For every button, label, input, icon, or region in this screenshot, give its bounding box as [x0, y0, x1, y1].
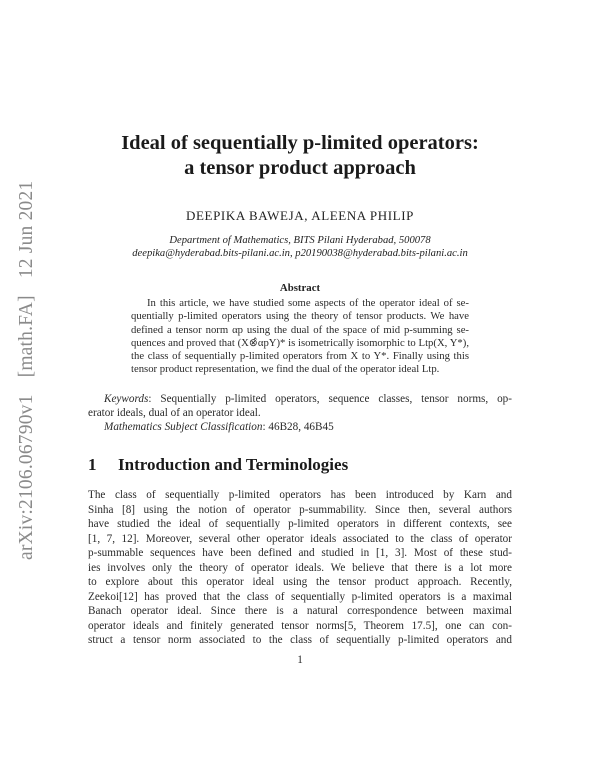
abstract-heading: Abstract — [279, 282, 321, 294]
arxiv-date: 12 Jun 2021 — [16, 180, 37, 279]
abstract-line: quences and proved that (X⊗̂αpY)* is isometrically isomorphic to Ltp(X, Y*), — [131, 336, 469, 349]
body-line: [1, 7, 12]. Moreover, several other operator ideals associated to the class of operator — [88, 532, 512, 545]
body-line: have studied the ideal of sequentially p-limited operators in different contexts, see — [88, 518, 512, 531]
page-number: 1 — [297, 654, 303, 666]
section-number: 1 — [88, 455, 97, 474]
body-line: struct a tensor norm associated to the class of sequentially p-limited operators and — [88, 634, 512, 647]
msc-classification — [104, 421, 334, 433]
abstract-line: defined a tensor norm αp using the dual of the space of mid p-summing se- — [131, 323, 469, 336]
abstract-body — [131, 297, 469, 377]
keywords-text-1: : Sequentially p-limited operators, sequence classes, tensor norms, op- — [148, 393, 512, 405]
body-line: Sinha [8] using the notion of operator p-summability. Since then, several authors — [88, 503, 512, 516]
section-title: Introduction and Terminologies — [118, 455, 349, 474]
arxiv-id: arXiv:2106.06790v1 — [16, 394, 37, 560]
body-line: ies involves only the theory of operator ideals. We believe that there is a lot more — [88, 561, 512, 574]
section-body — [88, 488, 512, 648]
body-line: Zeekoi[12] has proved that the class of sequentially p-limited operators is a maximal — [88, 590, 512, 603]
msc-codes: : 46B28, 46B45 — [262, 421, 334, 433]
arxiv-stamp — [16, 169, 38, 560]
body-line: to explore about this operator ideal using the tensor product approach. Recently, — [88, 576, 512, 589]
abstract-line: In this article, we have studied some aspects of the operator ideal of se- — [147, 297, 469, 309]
authors: DEEPIKA BAWEJA, ALEENA PHILIP — [186, 208, 414, 223]
title-line-1: Ideal of sequentially p-limited operators: — [121, 132, 479, 154]
body-line: Banach operator ideal. Since there is a natural correspondence between maximal — [88, 605, 512, 618]
body-line: p-summable sequences have been defined and studied in [1, 3]. Most of these stud- — [88, 547, 512, 560]
body-line: The class of sequentially p-limited operators has been introduced by Karn and — [88, 489, 512, 501]
abstract-line: quentially p-limited operators using the theory of tensor products. We have — [131, 310, 469, 323]
title-line-2: a tensor product approach — [184, 157, 416, 179]
keywords — [88, 392, 512, 421]
arxiv-category: [math.FA] — [16, 295, 37, 378]
keywords-label: Keywords — [104, 393, 149, 405]
emails: deepika@hyderabad.bits-pilani.ac.in, p20190038@hyderabad.bits-pilani.ac.in — [132, 248, 468, 259]
affiliation: Department of Mathematics, BITS Pilani Hyderabad, 500078 — [169, 235, 431, 246]
keywords-text-2: erator ideals, dual of an operator ideal. — [88, 407, 261, 420]
body-line: operator ideals and finitely generated tensor norms[5, Theorem 17.5], one can con- — [88, 619, 512, 632]
paper-title — [0, 131, 600, 181]
affiliation-block — [0, 234, 600, 260]
abstract-line: the class of sequentially p-limited operators from X to Y*. Finally using this — [131, 350, 469, 363]
section-heading — [88, 455, 348, 475]
abstract-line: tensor product representation, we find the dual of the operator ideal Ltp. — [131, 363, 440, 376]
msc-label: Mathematics Subject Classification — [104, 421, 263, 433]
